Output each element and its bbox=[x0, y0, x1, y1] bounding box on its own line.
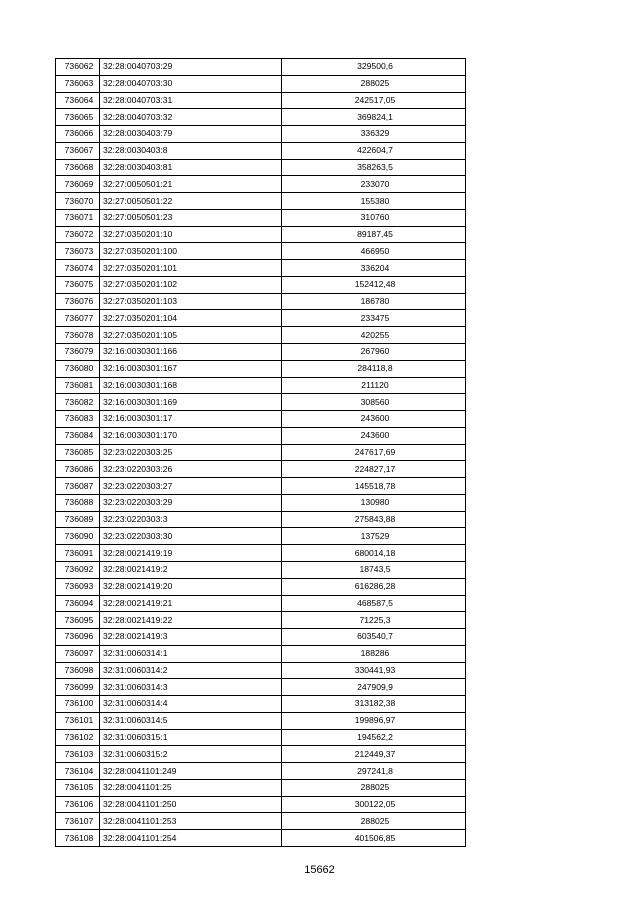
row-id-cell: 736100 bbox=[56, 696, 100, 713]
area-value-cell: 243600 bbox=[282, 411, 466, 428]
cadastral-number-cell: 32:31:0060315:2 bbox=[100, 746, 282, 763]
table-row bbox=[56, 763, 466, 780]
area-value-cell: 211120 bbox=[282, 377, 466, 394]
row-id-cell: 736063 bbox=[56, 75, 100, 92]
cadastral-number-cell: 32:27:0050501:22 bbox=[100, 193, 282, 210]
area-value-cell: 358263,5 bbox=[282, 159, 466, 176]
area-value-cell: 422604,7 bbox=[282, 142, 466, 159]
row-id-cell: 736106 bbox=[56, 796, 100, 813]
table-row bbox=[56, 193, 466, 210]
table-row bbox=[56, 528, 466, 545]
cadastral-number-cell: 32:28:0021419:2 bbox=[100, 561, 282, 578]
area-value-cell: 233070 bbox=[282, 176, 466, 193]
row-id-cell: 736072 bbox=[56, 226, 100, 243]
row-id-cell: 736102 bbox=[56, 729, 100, 746]
area-value-cell: 466950 bbox=[282, 243, 466, 260]
table-row bbox=[56, 92, 466, 109]
table-row bbox=[56, 310, 466, 327]
table-row bbox=[56, 478, 466, 495]
row-id-cell: 736086 bbox=[56, 461, 100, 478]
area-value-cell: 242517,05 bbox=[282, 92, 466, 109]
area-value-cell: 89187,45 bbox=[282, 226, 466, 243]
cadastral-number-cell: 32:28:0021419:21 bbox=[100, 595, 282, 612]
table-row bbox=[56, 561, 466, 578]
table-body bbox=[56, 59, 466, 847]
cadastral-number-cell: 32:27:0350201:100 bbox=[100, 243, 282, 260]
area-value-cell: 401506,85 bbox=[282, 830, 466, 847]
area-value-cell: 310760 bbox=[282, 209, 466, 226]
row-id-cell: 736075 bbox=[56, 276, 100, 293]
area-value-cell: 330441,93 bbox=[282, 662, 466, 679]
table-row bbox=[56, 276, 466, 293]
data-table bbox=[55, 58, 466, 847]
page-number: 15662 bbox=[304, 864, 335, 876]
cadastral-number-cell: 32:27:0350201:101 bbox=[100, 260, 282, 277]
cadastral-number-cell: 32:28:0030403:79 bbox=[100, 126, 282, 143]
row-id-cell: 736069 bbox=[56, 176, 100, 193]
row-id-cell: 736074 bbox=[56, 260, 100, 277]
cadastral-number-cell: 32:28:0021419:22 bbox=[100, 612, 282, 629]
row-id-cell: 736084 bbox=[56, 427, 100, 444]
table-row bbox=[56, 612, 466, 629]
cadastral-number-cell: 32:23:0220303:27 bbox=[100, 478, 282, 495]
cadastral-number-cell: 32:28:0021419:19 bbox=[100, 545, 282, 562]
row-id-cell: 736091 bbox=[56, 545, 100, 562]
area-value-cell: 420255 bbox=[282, 327, 466, 344]
table-row bbox=[56, 159, 466, 176]
cadastral-number-cell: 32:28:0021419:20 bbox=[100, 578, 282, 595]
row-id-cell: 736099 bbox=[56, 679, 100, 696]
cadastral-number-cell: 32:28:0041101:253 bbox=[100, 813, 282, 830]
area-value-cell: 288025 bbox=[282, 813, 466, 830]
row-id-cell: 736085 bbox=[56, 444, 100, 461]
row-id-cell: 736103 bbox=[56, 746, 100, 763]
row-id-cell: 736078 bbox=[56, 327, 100, 344]
area-value-cell: 247909,9 bbox=[282, 679, 466, 696]
cadastral-number-cell: 32:27:0350201:103 bbox=[100, 293, 282, 310]
row-id-cell: 736066 bbox=[56, 126, 100, 143]
row-id-cell: 736070 bbox=[56, 193, 100, 210]
area-value-cell: 308560 bbox=[282, 394, 466, 411]
area-value-cell: 468587,5 bbox=[282, 595, 466, 612]
cadastral-number-cell: 32:28:0041101:249 bbox=[100, 763, 282, 780]
area-value-cell: 616286,28 bbox=[282, 578, 466, 595]
cadastral-number-cell: 32:31:0060314:4 bbox=[100, 696, 282, 713]
cadastral-number-cell: 32:31:0060314:5 bbox=[100, 712, 282, 729]
table-row bbox=[56, 712, 466, 729]
cadastral-number-cell: 32:27:0350201:102 bbox=[100, 276, 282, 293]
table-row bbox=[56, 595, 466, 612]
table-row bbox=[56, 109, 466, 126]
row-id-cell: 736076 bbox=[56, 293, 100, 310]
cadastral-number-cell: 32:31:0060314:2 bbox=[100, 662, 282, 679]
row-id-cell: 736104 bbox=[56, 763, 100, 780]
table-row bbox=[56, 243, 466, 260]
table-row bbox=[56, 75, 466, 92]
table-row bbox=[56, 729, 466, 746]
cadastral-number-cell: 32:27:0050501:23 bbox=[100, 209, 282, 226]
row-id-cell: 736062 bbox=[56, 59, 100, 76]
area-value-cell: 186780 bbox=[282, 293, 466, 310]
cadastral-number-cell: 32:28:0021419:3 bbox=[100, 629, 282, 646]
cadastral-number-cell: 32:28:0030403:8 bbox=[100, 142, 282, 159]
row-id-cell: 736080 bbox=[56, 360, 100, 377]
cadastral-number-cell: 32:23:0220303:29 bbox=[100, 494, 282, 511]
cadastral-number-cell: 32:23:0220303:3 bbox=[100, 511, 282, 528]
row-id-cell: 736064 bbox=[56, 92, 100, 109]
row-id-cell: 736065 bbox=[56, 109, 100, 126]
row-id-cell: 736071 bbox=[56, 209, 100, 226]
row-id-cell: 736097 bbox=[56, 645, 100, 662]
area-value-cell: 336329 bbox=[282, 126, 466, 143]
table-row bbox=[56, 293, 466, 310]
area-value-cell: 137529 bbox=[282, 528, 466, 545]
cadastral-number-cell: 32:28:0040703:31 bbox=[100, 92, 282, 109]
row-id-cell: 736092 bbox=[56, 561, 100, 578]
cadastral-number-cell: 32:27:0350201:104 bbox=[100, 310, 282, 327]
table-row bbox=[56, 578, 466, 595]
cadastral-number-cell: 32:28:0040703:29 bbox=[100, 59, 282, 76]
table-row bbox=[56, 377, 466, 394]
area-value-cell: 275843,88 bbox=[282, 511, 466, 528]
area-value-cell: 267960 bbox=[282, 344, 466, 361]
row-id-cell: 736077 bbox=[56, 310, 100, 327]
cadastral-number-cell: 32:31:0060314:3 bbox=[100, 679, 282, 696]
table-row bbox=[56, 461, 466, 478]
cadastral-number-cell: 32:28:0041101:250 bbox=[100, 796, 282, 813]
cadastral-number-cell: 32:16:0030301:169 bbox=[100, 394, 282, 411]
table-row bbox=[56, 494, 466, 511]
table-row bbox=[56, 796, 466, 813]
row-id-cell: 736096 bbox=[56, 629, 100, 646]
cadastral-number-cell: 32:16:0030301:168 bbox=[100, 377, 282, 394]
table-row bbox=[56, 176, 466, 193]
area-value-cell: 288025 bbox=[282, 779, 466, 796]
area-value-cell: 155380 bbox=[282, 193, 466, 210]
table-row bbox=[56, 746, 466, 763]
table-row bbox=[56, 260, 466, 277]
row-id-cell: 736068 bbox=[56, 159, 100, 176]
row-id-cell: 736105 bbox=[56, 779, 100, 796]
area-value-cell: 71225,3 bbox=[282, 612, 466, 629]
cadastral-number-cell: 32:27:0350201:105 bbox=[100, 327, 282, 344]
row-id-cell: 736093 bbox=[56, 578, 100, 595]
table-row bbox=[56, 59, 466, 76]
row-id-cell: 736108 bbox=[56, 830, 100, 847]
cadastral-number-cell: 32:23:0220303:25 bbox=[100, 444, 282, 461]
table-row bbox=[56, 779, 466, 796]
table-row bbox=[56, 142, 466, 159]
cadastral-number-cell: 32:31:0060314:1 bbox=[100, 645, 282, 662]
table-row bbox=[56, 209, 466, 226]
table-row bbox=[56, 394, 466, 411]
area-value-cell: 329500,6 bbox=[282, 59, 466, 76]
area-value-cell: 18743,5 bbox=[282, 561, 466, 578]
area-value-cell: 199896,97 bbox=[282, 712, 466, 729]
row-id-cell: 736090 bbox=[56, 528, 100, 545]
cadastral-number-cell: 32:27:0050501:21 bbox=[100, 176, 282, 193]
table-row bbox=[56, 645, 466, 662]
area-value-cell: 297241,8 bbox=[282, 763, 466, 780]
cadastral-number-cell: 32:31:0060315:1 bbox=[100, 729, 282, 746]
table-row bbox=[56, 411, 466, 428]
row-id-cell: 736088 bbox=[56, 494, 100, 511]
cadastral-number-cell: 32:23:0220303:26 bbox=[100, 461, 282, 478]
area-value-cell: 224827,17 bbox=[282, 461, 466, 478]
area-value-cell: 243600 bbox=[282, 427, 466, 444]
table-row bbox=[56, 830, 466, 847]
area-value-cell: 369824,1 bbox=[282, 109, 466, 126]
cadastral-number-cell: 32:28:0041101:254 bbox=[100, 830, 282, 847]
row-id-cell: 736067 bbox=[56, 142, 100, 159]
row-id-cell: 736095 bbox=[56, 612, 100, 629]
cadastral-number-cell: 32:27:0350201:10 bbox=[100, 226, 282, 243]
area-value-cell: 300122,05 bbox=[282, 796, 466, 813]
area-value-cell: 188286 bbox=[282, 645, 466, 662]
row-id-cell: 736079 bbox=[56, 344, 100, 361]
area-value-cell: 145518,78 bbox=[282, 478, 466, 495]
area-value-cell: 603540,7 bbox=[282, 629, 466, 646]
row-id-cell: 736081 bbox=[56, 377, 100, 394]
row-id-cell: 736087 bbox=[56, 478, 100, 495]
row-id-cell: 736073 bbox=[56, 243, 100, 260]
table-row bbox=[56, 679, 466, 696]
table-row bbox=[56, 696, 466, 713]
cadastral-number-cell: 32:16:0030301:167 bbox=[100, 360, 282, 377]
table-row bbox=[56, 629, 466, 646]
table-row bbox=[56, 427, 466, 444]
row-id-cell: 736089 bbox=[56, 511, 100, 528]
cadastral-number-cell: 32:28:0030403:81 bbox=[100, 159, 282, 176]
table-row bbox=[56, 126, 466, 143]
area-value-cell: 284118,8 bbox=[282, 360, 466, 377]
area-value-cell: 247617,69 bbox=[282, 444, 466, 461]
area-value-cell: 194562,2 bbox=[282, 729, 466, 746]
area-value-cell: 152412,48 bbox=[282, 276, 466, 293]
table-row bbox=[56, 360, 466, 377]
cadastral-number-cell: 32:28:0041101:25 bbox=[100, 779, 282, 796]
cadastral-number-cell: 32:23:0220303:30 bbox=[100, 528, 282, 545]
cadastral-number-cell: 32:16:0030301:166 bbox=[100, 344, 282, 361]
area-value-cell: 336204 bbox=[282, 260, 466, 277]
row-id-cell: 736101 bbox=[56, 712, 100, 729]
table-row bbox=[56, 327, 466, 344]
area-value-cell: 288025 bbox=[282, 75, 466, 92]
row-id-cell: 736082 bbox=[56, 394, 100, 411]
cadastral-number-cell: 32:16:0030301:170 bbox=[100, 427, 282, 444]
row-id-cell: 736083 bbox=[56, 411, 100, 428]
cadastral-number-cell: 32:28:0040703:30 bbox=[100, 75, 282, 92]
table-row bbox=[56, 444, 466, 461]
area-value-cell: 130980 bbox=[282, 494, 466, 511]
area-value-cell: 212449,37 bbox=[282, 746, 466, 763]
cadastral-number-cell: 32:16:0030301:17 bbox=[100, 411, 282, 428]
table-row bbox=[56, 511, 466, 528]
table-row bbox=[56, 813, 466, 830]
area-value-cell: 313182,38 bbox=[282, 696, 466, 713]
table-row bbox=[56, 545, 466, 562]
table-row bbox=[56, 344, 466, 361]
row-id-cell: 736098 bbox=[56, 662, 100, 679]
row-id-cell: 736107 bbox=[56, 813, 100, 830]
area-value-cell: 233475 bbox=[282, 310, 466, 327]
area-value-cell: 680014,18 bbox=[282, 545, 466, 562]
table-row bbox=[56, 226, 466, 243]
cadastral-number-cell: 32:28:0040703:32 bbox=[100, 109, 282, 126]
table-row bbox=[56, 662, 466, 679]
row-id-cell: 736094 bbox=[56, 595, 100, 612]
